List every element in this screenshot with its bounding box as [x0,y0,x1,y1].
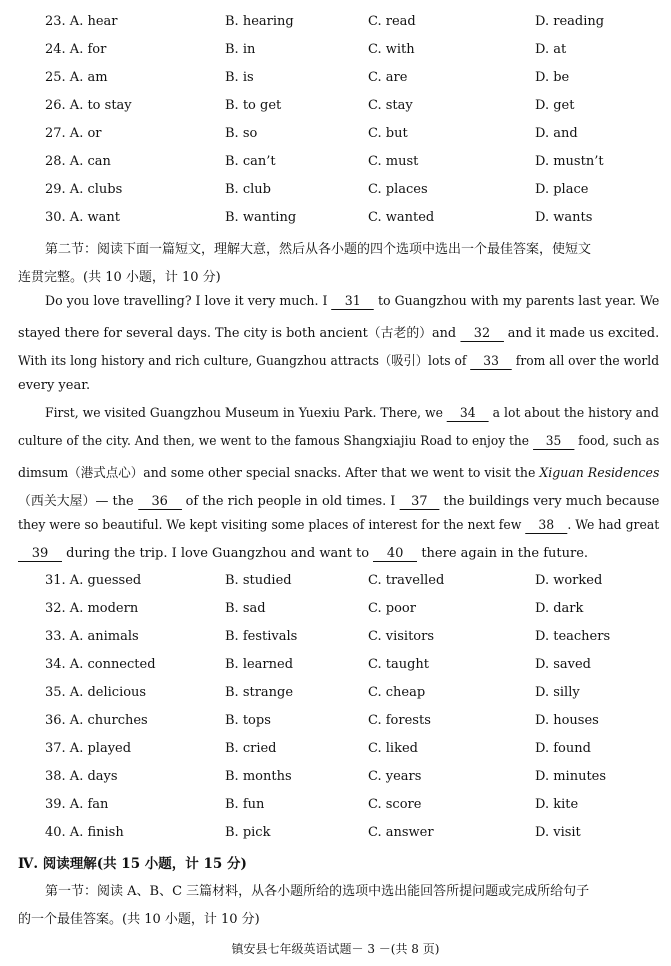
part4-instructions-line2: 的一个最佳答案。(共 10 小题，计 10 分) [18,912,260,927]
blank-35: 35 [533,435,574,450]
option-c: C. travelled [368,573,445,588]
passage-line [18,490,659,510]
option-d: D. worked [535,573,603,588]
passage-italic-text: Xiguan Residences [539,466,660,481]
option-a: 35. A. delicious [45,685,147,700]
blank-34: 34 [447,407,489,422]
option-c: C. forests [368,713,431,728]
passage-text: a lot about the history and [488,406,659,421]
option-a: 36. A. churches [45,713,148,728]
passage-line [18,350,659,370]
passage-text: to Guangzhou with my parents last year. We [374,294,660,309]
option-c: C. are [368,70,408,85]
option-b: B. can’t [225,154,276,169]
option-d: D. found [535,741,591,756]
option-a: 33. A. animals [45,629,139,644]
passage-line [18,518,659,534]
option-b: B. sad [225,601,266,616]
option-d: D. visit [535,825,581,840]
option-c: C. poor [368,601,416,616]
option-d: D. and [535,126,578,141]
option-b: B. strange [225,685,294,700]
passage-text: and it made us excited. [503,326,660,341]
blank-36: 36 [138,495,182,510]
option-a: 38. A. days [45,769,118,784]
page-footer: 镇安县七年级英语试题－ 3 －(共 8 页) [231,942,440,956]
option-row [0,70,671,92]
blank-39: 39 [18,547,62,562]
option-c: C. wanted [368,210,435,225]
option-row [0,42,671,64]
option-row [0,797,671,819]
passage-line: every year. [18,378,91,393]
passage-text: there again in the future. [417,546,589,561]
option-c: C. stay [368,98,413,113]
option-row [0,713,671,735]
passage-text: Do you love travelling? I love it very much. I [45,294,332,309]
option-b: B. studied [225,573,292,588]
option-c: C. years [368,769,422,784]
option-row [0,825,671,847]
passage-text: the buildings very much because [439,494,660,509]
option-row [0,741,671,763]
option-d: D. mustn’t [535,154,604,169]
option-c: C. cheap [368,685,426,700]
blank-33: 33 [470,355,512,370]
option-b: B. cried [225,741,277,756]
option-a: 37. A. played [45,741,132,756]
option-a: 34. A. connected [45,657,156,672]
option-a: 40. A. finish [45,825,124,840]
option-row [0,126,671,148]
blank-37: 37 [400,495,440,510]
option-a: 28. A. can [45,154,111,169]
option-c: C. liked [368,741,418,756]
passage-text: . We had great [567,518,660,533]
passage-text: First, we visited Guangzhou Museum in Yuexiu Park. There, we [45,406,447,421]
blank-40: 40 [373,547,417,562]
option-b: B. to get [225,98,282,113]
option-c: C. score [368,797,422,812]
option-b: B. months [225,769,292,784]
option-a: 31. A. guessed [45,573,142,588]
option-a: 30. A. want [45,210,120,225]
option-a: 27. A. or [45,126,102,141]
option-row [0,657,671,679]
section2-instructions-line2: 连贯完整。(共 10 小题，计 10 分) [18,270,221,285]
option-a: 25. A. am [45,70,108,85]
option-d: D. reading [535,14,605,29]
option-a: 23. A. hear [45,14,118,29]
option-row [0,601,671,623]
blank-31: 31 [331,295,374,310]
option-b: B. is [225,70,254,85]
option-b: B. so [225,126,258,141]
option-d: D. houses [535,713,599,728]
option-b: B. tops [225,713,271,728]
passage-text: stayed there for several days. The city is both ancient（古老的）and [18,326,461,341]
part4-heading: Ⅳ. 阅读理解(共 15 小题，计 15 分) [18,856,247,872]
option-b: B. fun [225,797,265,812]
option-d: D. place [535,182,589,197]
blank-38: 38 [525,519,567,534]
section2-instructions-line1: 第二节：阅读下面一篇短文，理解大意，然后从各小题的四个选项中选出一个最佳答案，使短文 [45,242,592,257]
option-d: D. dark [535,601,584,616]
option-b: B. in [225,42,256,57]
option-c: C. taught [368,657,430,672]
option-c: C. with [368,42,415,57]
passage-line [18,546,588,562]
option-a: 24. A. for [45,42,107,57]
option-row [0,629,671,651]
passage-line [45,406,659,422]
option-d: D. wants [535,210,593,225]
option-c: C. but [368,126,408,141]
option-a: 29. A. clubs [45,182,123,197]
option-c: C. answer [368,825,434,840]
option-d: D. at [535,42,567,57]
option-c: C. visitors [368,629,435,644]
option-row [0,769,671,791]
option-row [0,154,671,176]
passage-text: during the trip. I love Guangzhou and want to [62,546,374,561]
option-row [0,573,671,595]
option-c: C. places [368,182,428,197]
option-a: 32. A. modern [45,601,139,616]
passage-text: from all over the world [511,354,660,369]
option-d: D. get [535,98,575,113]
option-b: B. wanting [225,210,297,225]
part4-instructions-line1: 第一节：阅读 A、B、C 三篇材料，从各小题所给的选项中选出能回答所提问题或完成所给句子 [45,884,590,899]
passage-text: food, such as [574,434,660,449]
passage-line [18,322,659,342]
passage-line [45,294,659,310]
option-d: D. silly [535,685,580,700]
option-d: D. kite [535,797,579,812]
option-row [0,685,671,707]
option-d: D. teachers [535,629,611,644]
option-b: B. club [225,182,271,197]
option-a: 39. A. fan [45,797,109,812]
option-b: B. pick [225,825,271,840]
option-a: 26. A. to stay [45,98,132,113]
option-row [0,182,671,204]
option-d: D. be [535,70,570,85]
option-c: C. must [368,154,419,169]
option-b: B. learned [225,657,294,672]
passage-text: With its long history and rich culture, Guangzhou attracts（吸引）lots of [18,354,471,369]
passage-text: they were so beautiful. We kept visiting some places of interest for the next few [18,518,526,533]
option-b: B. hearing [225,14,294,29]
option-row [0,14,671,36]
passage-line [18,462,659,481]
passage-text: dimsum（港式点心）and some other special snacks. After that we went to visit the [18,466,540,481]
passage-line [18,434,659,450]
option-b: B. festivals [225,629,298,644]
passage-text: （西关大屋）— the [18,494,138,509]
option-d: D. saved [535,657,592,672]
option-d: D. minutes [535,769,607,784]
option-row [0,98,671,120]
passage-text: of the rich people in old times. I [181,494,400,509]
option-row [0,210,671,232]
option-c: C. read [368,14,416,29]
passage-text: culture of the city. And then, we went to the famous Shangxiajiu Road to enjoy the [18,434,533,449]
blank-32: 32 [460,327,503,342]
